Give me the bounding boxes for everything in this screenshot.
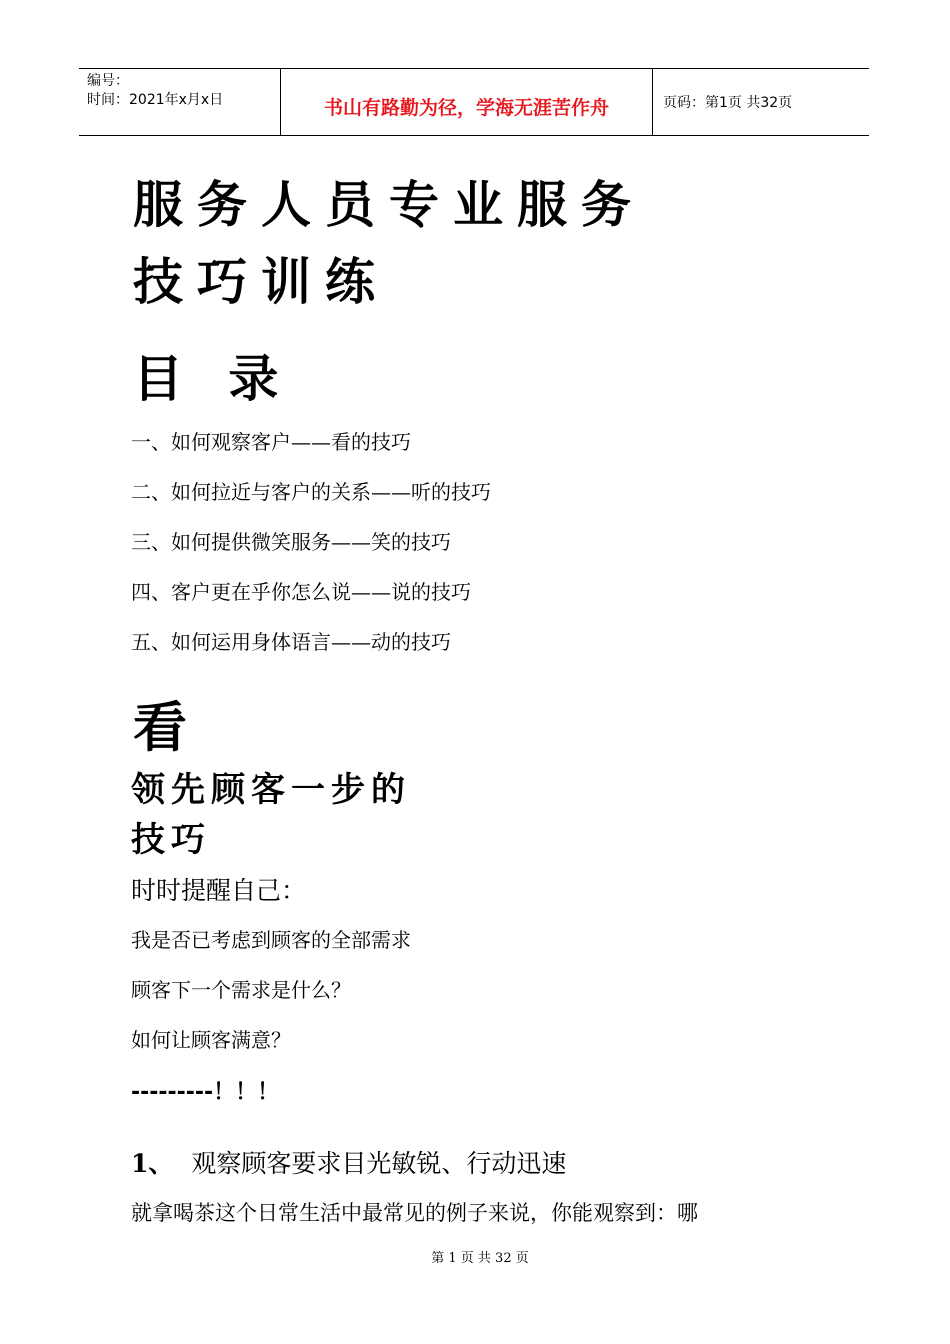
document-title-line1: 服务人员专业服务 <box>133 176 645 234</box>
toc-item: 三、如何提供微笑服务——笑的技巧 <box>131 530 451 554</box>
time-label: 时间：2021年x月x日 <box>87 92 224 108</box>
section-subheading-line1: 领先顾客一步的 <box>131 770 411 810</box>
section-subheading-line2: 技巧 <box>131 820 211 860</box>
document-header <box>79 68 869 136</box>
exclaim-line: ---------！！！ <box>131 1080 280 1105</box>
toc-item: 一、如何观察客户——看的技巧 <box>131 430 411 454</box>
point-text: 观察顾客要求目光敏锐、行动迅速 <box>191 1149 567 1178</box>
question-item: 顾客下一个需求是什么？ <box>131 978 351 1002</box>
point-number: 1、 <box>131 1149 174 1178</box>
question-item: 我是否已考虑到顾客的全部需求 <box>131 928 411 952</box>
body-paragraph: 就拿喝茶这个日常生活中最常见的例子来说，你能观察到：哪 <box>131 1201 698 1225</box>
header-motto: 书山有路勤为径，学海无涯苦作舟 <box>323 97 609 119</box>
point-heading <box>131 1150 566 1178</box>
document-title-line2: 技巧训练 <box>133 253 389 311</box>
toc-item: 二、如何拉近与客户的关系——听的技巧 <box>131 480 491 504</box>
header-motto-cell <box>281 69 653 135</box>
toc-item: 五、如何运用身体语言——动的技巧 <box>131 630 451 654</box>
question-item: 如何让顾客满意？ <box>131 1028 291 1052</box>
page-info: 页码：第1页 共32页 <box>663 95 793 111</box>
number-label: 编号： <box>87 73 129 89</box>
header-left-cell <box>79 69 281 135</box>
toc-item: 四、客户更在乎你怎么说——说的技巧 <box>131 580 471 604</box>
reminder-text: 时时提醒自己： <box>131 876 307 905</box>
section-heading: 看 <box>133 696 201 759</box>
toc-heading: 目 录 <box>133 350 293 408</box>
page-footer: 第 1 页 共 32 页 <box>431 1251 529 1266</box>
header-right-cell <box>653 69 869 135</box>
